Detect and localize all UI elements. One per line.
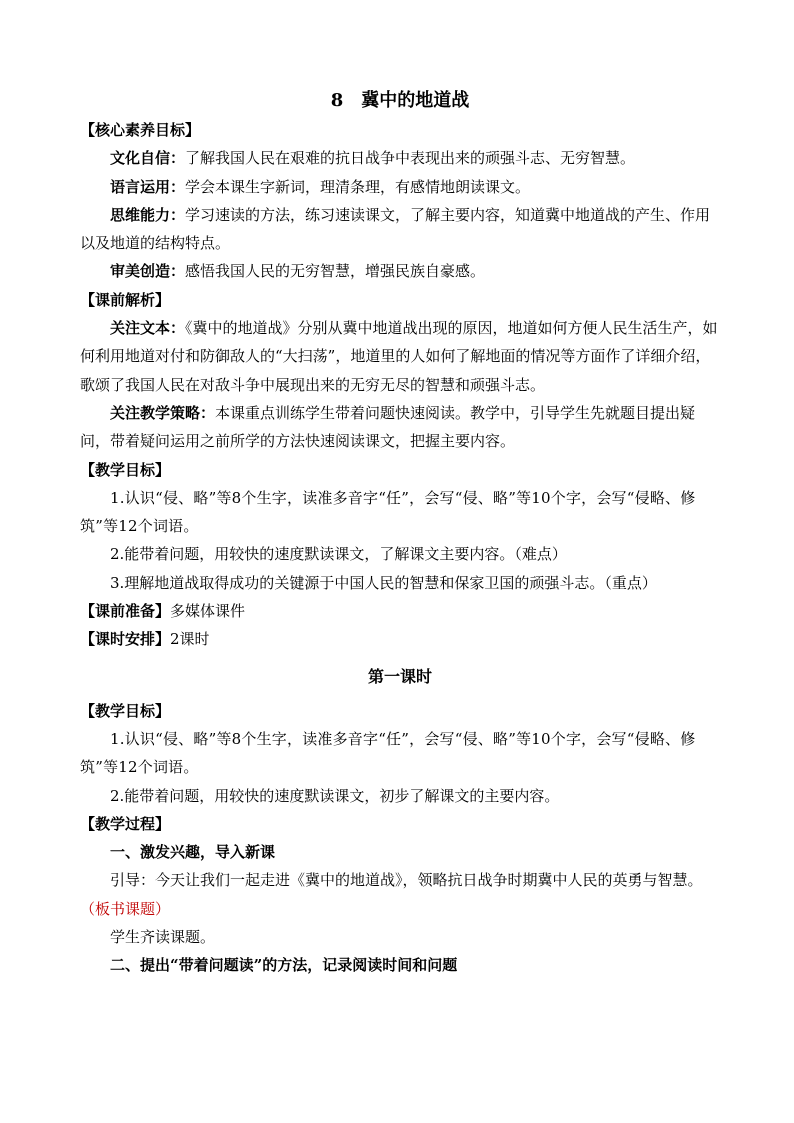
core-goals-header: 【核心素养目标】 xyxy=(80,121,201,139)
process-students: 学生齐读课题。 xyxy=(110,928,216,947)
process-step-1: 一、激发兴趣，导入新课 xyxy=(110,843,276,862)
goal-item-2: 2.能带着问题，用较快的速度默读课文，了解课文主要内容。（难点） xyxy=(110,545,567,564)
lesson-one-goals-header: 【教学目标】 xyxy=(80,701,171,720)
process-step-2: 二、提出“带着问题读”的方法，记录阅读时间和问题 xyxy=(110,956,458,975)
analysis-item-text: 关注文本：《冀中的地道战》分别从冀中地道战出现的原因，地道如何方便人民生活生产，如何利用地道对付和防御敌人的“大扫荡”，地道里的人如何了解地面的情况等方面作了详细介绍，歌颂了我国人民在对敌斗争中展现出来的无穷无尽的智慧和顽强斗志。 xyxy=(80,319,718,394)
lesson-number: 8 xyxy=(330,90,344,111)
document-body xyxy=(80,86,720,980)
core-item-thinking: 思维能力：学习速读的方法，练习速读课文，了解主要内容，知道冀中地道战的产生、作用以及地道的结构特点。 xyxy=(80,205,711,253)
prep-line: 【课前准备】多媒体课件 xyxy=(80,602,246,621)
goal-item-3: 3.理解地道战取得成功的关键源于中国人民的智慧和保家卫国的顽强斗志。（重点） xyxy=(110,573,657,592)
goal-item-1: 1.认识“侵、略”等8个生字，读准多音字“任”，会写“侵、略”等10个字，会写“侵略、修筑”等12个词语。 xyxy=(80,488,696,536)
core-item-language: 语言运用：学会本课生字新词，理清条理，有感情地朗读课文。 xyxy=(110,177,531,196)
core-item-aesthetic: 审美创造：感悟我国人民的无穷智慧，增强民族自豪感。 xyxy=(110,262,486,281)
goals-header: 【教学目标】 xyxy=(80,460,171,479)
board-note: （板书课题） xyxy=(80,899,171,918)
core-item-culture: 文化自信：了解我国人民在艰难的抗日战争中表现出来的顽强斗志、无穷智慧。 xyxy=(110,149,636,168)
lesson-title xyxy=(80,86,720,116)
schedule-line: 【课时安排】2课时 xyxy=(80,630,210,649)
analysis-header: 【课前解析】 xyxy=(80,290,171,309)
process-header: 【教学过程】 xyxy=(80,814,171,833)
analysis-item-strategy: 关注教学策略：本课重点训练学生带着问题快速阅读。教学中，引导学生先就题目提出疑问，带着疑问运用之前所学的方法快速阅读课文，把握主要内容。 xyxy=(80,403,696,451)
lesson-one-title: 第一课时 xyxy=(367,666,432,686)
lesson-title-text: 冀中的地道战 xyxy=(361,90,470,111)
lesson-one-goal-1: 1.认识“侵、略”等8个生字，读准多音字“任”，会写“侵、略”等10个字，会写“侵略、修筑”等12个词语。 xyxy=(80,729,696,777)
lesson-one-goal-2: 2.能带着问题，用较快的速度默读课文，初步了解课文的主要内容。 xyxy=(110,786,560,805)
process-guide: 引导：今天让我们一起走进《冀中的地道战》，领略抗日战争时期冀中人民的英勇与智慧。（板书课题） xyxy=(80,871,703,918)
